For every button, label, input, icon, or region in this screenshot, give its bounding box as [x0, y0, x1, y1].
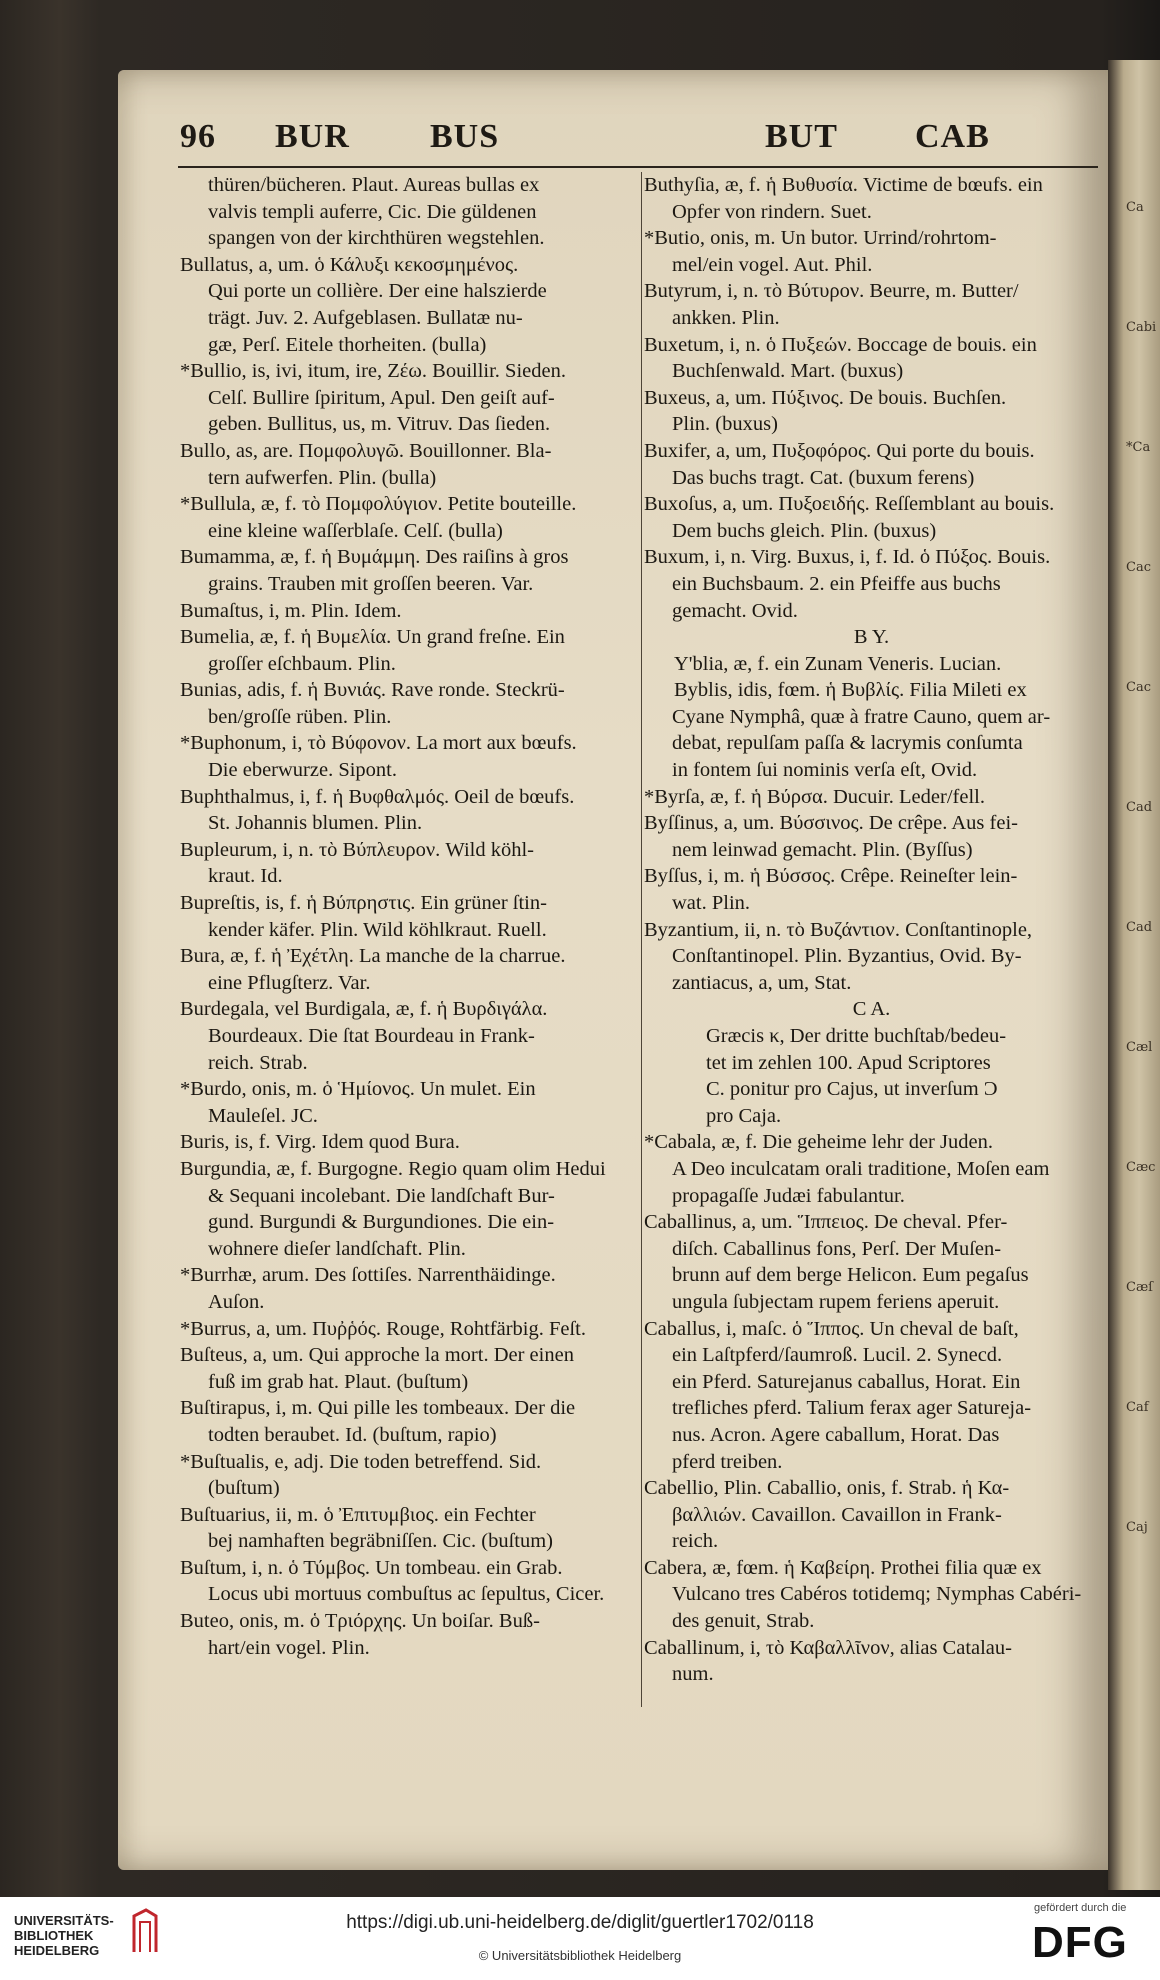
- dictionary-line: in fontem ſui nominis verſa eſt, Ovid.: [672, 759, 978, 782]
- facing-page-fragment: Caj: [1126, 1520, 1148, 1535]
- dictionary-line: Bunias, adis, f. ἡ Βυνιάς. Rave ronde. Steckrü-: [180, 679, 565, 702]
- dictionary-line: *Cabala, æ, f. Die geheime lehr der Juden.: [644, 1131, 993, 1154]
- head-right-1: BUT: [765, 118, 838, 155]
- facing-page-fragment: Cac: [1126, 680, 1151, 695]
- facing-page-fragment: Ca: [1126, 200, 1144, 215]
- dictionary-line: spangen von der kirchthüren wegstehlen.: [208, 227, 545, 250]
- dictionary-line: Buteo, onis, m. ὁ Τριόρχης. Un boiſar. Buß-: [180, 1610, 540, 1633]
- dictionary-line: Celſ. Bullire ſpiritum, Apul. Den geiſt auf-: [208, 386, 555, 409]
- dictionary-line: ein Pferd. Saturejanus caballus, Horat. Ein: [672, 1370, 1021, 1393]
- logo-line: UNIVERSITÄTS-: [14, 1913, 114, 1928]
- dictionary-line: Buſtirapus, i, m. Qui pille les tombeaux. Der die: [180, 1397, 576, 1420]
- dictionary-line: tern aufwerfen. Plin. (bulla): [208, 466, 437, 489]
- entries-ca: [644, 1129, 1099, 1687]
- dictionary-line: kender käfer. Plin. Wild köhlkraut. Ruell.: [208, 918, 547, 941]
- dictionary-line: (buſtum): [208, 1477, 280, 1500]
- dictionary-line: *Burdo, onis, m. ὁ Ἡμίονος. Un mulet. Ein: [180, 1078, 536, 1101]
- running-head: [180, 118, 990, 162]
- head-left-1: BUR: [275, 118, 350, 155]
- dictionary-line: Byſſinus, a, um. Βύσσινος. De crêpe. Aus fei-: [644, 812, 1018, 835]
- head-right-2: CAB: [915, 118, 990, 155]
- dictionary-line: Burdegala, vel Burdigala, æ, f. ἡ Βυρδιγάλα.: [180, 998, 548, 1021]
- dictionary-line: Vulcano tres Cabéros totidemq; Nymphas Cabéri-: [672, 1583, 1082, 1606]
- dictionary-line: Buris, is, f. Virg. Idem quod Bura.: [180, 1131, 460, 1154]
- dictionary-line: Bullatus, a, um. ὁ Κάλυξι κεκοσμημένος.: [180, 253, 519, 276]
- dictionary-line: Die eberwurze. Sipont.: [208, 759, 397, 782]
- facing-page-fragment: Cabi: [1126, 320, 1157, 335]
- dictionary-line: Cabellio, Plin. Caballio, onis, f. Strab. ἡ Κα-: [644, 1477, 1010, 1500]
- viewer-footer: [0, 1897, 1160, 1980]
- dictionary-line: ein Buchsbaum. 2. ein Pfeiffe aus buchs: [672, 572, 1001, 595]
- logo-line: HEIDELBERG: [14, 1943, 100, 1958]
- dictionary-line: Buxum, i, n. Virg. Buxus, i, f. Id. ὁ Πύξος. Bouis.: [644, 546, 1051, 569]
- dictionary-line: brunn auf dem berge Helicon. Eum pegaſus: [672, 1264, 1029, 1287]
- facing-page-fragment: Caf: [1126, 1400, 1149, 1415]
- dictionary-line: Bumamma, æ, f. ἡ Βυμάμμη. Des raiſins à gros: [180, 546, 569, 569]
- dictionary-line: valvis templi auferre, Cic. Die güldenen: [208, 200, 537, 223]
- dictionary-line: fuß im grab hat. Plaut. (buſtum): [208, 1370, 469, 1393]
- dictionary-line: reich.: [672, 1530, 719, 1553]
- dictionary-line: Cabera, æ, fœm. ἡ Καβείρη. Prothei filia quæ ex: [644, 1556, 1042, 1579]
- dictionary-line: A Deo inculcatam orali traditione, Moſen eam: [672, 1157, 1050, 1180]
- dictionary-line: todten beraubet. Id. (buſtum, rapio): [208, 1423, 497, 1446]
- section-heading-ca: C A.: [852, 998, 891, 1021]
- dictionary-line: ein Laſtpferd/ſaumroß. Lucil. 2. Synecd.: [672, 1344, 1003, 1367]
- dictionary-line: *Buphonum, i, τὸ Βύφονον. La mort aux bœufs.: [180, 732, 577, 755]
- dictionary-line: grains. Trauben mit groſſen beeren. Var.: [208, 572, 534, 595]
- facing-page-fragment: Cæſ: [1126, 1280, 1153, 1295]
- dictionary-line: reich. Strab.: [208, 1051, 308, 1074]
- dictionary-line: Cyane Nymphâ, quæ à fratre Cauno, quem ar-: [672, 705, 1051, 728]
- dictionary-line: Buxeus, a, um. Πύξινος. De bouis. Buchſen.: [644, 386, 1007, 409]
- dictionary-line: *Buſtualis, e, adj. Die toden betreffend. Sid.: [180, 1450, 542, 1473]
- entries-by: [644, 651, 1099, 997]
- facing-page-fragment: Cad: [1126, 920, 1153, 935]
- dictionary-line: Qui porte un collière. Der eine halszierde: [208, 280, 547, 303]
- dictionary-line: Caballinum, i, τὸ Καβαλλῖνον, alias Catalau-: [644, 1636, 1012, 1659]
- dictionary-line: Bumaſtus, i, m. Plin. Idem.: [180, 599, 402, 622]
- dictionary-line: Bura, æ, f. ἡ Ἐχέτλη. La manche de la charrue.: [180, 945, 566, 968]
- dictionary-line: Buxetum, i, n. ὁ Πυξεών. Boccage de bouis. ein: [644, 333, 1037, 356]
- dictionary-line: trägt. Juv. 2. Aufgeblasen. Bullatæ nu-: [208, 306, 523, 329]
- head-left-2: BUS: [430, 118, 500, 155]
- dictionary-line: trefliches pferd. Talium ferax ager Satureja-: [672, 1397, 1032, 1420]
- facing-page-fragment: Cad: [1126, 800, 1153, 815]
- dictionary-line: Caballinus, a, um. Ἵππειος. De cheval. Pfer-: [644, 1211, 1008, 1234]
- dictionary-line: gund. Burgundi & Burgundiones. Die ein-: [208, 1211, 555, 1234]
- dictionary-line: Auſon.: [208, 1290, 265, 1313]
- permalink-url[interactable]: https://digi.ub.uni-heidelberg.de/diglit/guertler1702/0118: [346, 1912, 814, 1933]
- page-number: 96: [180, 118, 216, 155]
- dictionary-line: Conſtantinopel. Plin. Byzantius, Ovid. By-: [672, 945, 1022, 968]
- dictionary-line: wat. Plin.: [672, 892, 751, 915]
- dictionary-line: Buſtum, i, n. ὁ Τύμβος. Un tombeau. ein Grab.: [180, 1556, 563, 1579]
- entries-bu: [644, 172, 1099, 624]
- dictionary-line: Byzantium, ii, n. τὸ Βυζάντιον. Conſtantinople,: [644, 918, 1033, 941]
- dictionary-line: eine Pflugſterz. Var.: [208, 971, 371, 994]
- dictionary-line: mel/ein vogel. Aut. Phil.: [672, 253, 873, 276]
- dictionary-line: pro Caja.: [706, 1104, 782, 1127]
- facing-page-fragment: Cæc: [1126, 1160, 1156, 1175]
- dictionary-line: C. ponitur pro Cajus, ut inverſum Ͻ: [706, 1078, 998, 1101]
- dictionary-line: Bourdeaux. Die ſtat Bourdeau in Frank-: [208, 1025, 535, 1047]
- dictionary-line: Buſteus, a, um. Qui approche la mort. Der einen: [180, 1344, 574, 1367]
- dictionary-line: nem leinwad gemacht. Plin. (Byſſus): [672, 838, 973, 861]
- dictionary-line: Butyrum, i, n. τὸ Βύτυρον. Beurre, m. Butter/: [644, 280, 1019, 303]
- facing-page-fragment: *Ca: [1126, 440, 1151, 455]
- dictionary-line: Buxifer, a, um, Πυξοφόρος. Qui porte du bouis.: [644, 439, 1035, 462]
- dictionary-line: Plin. (buxus): [672, 413, 778, 436]
- dictionary-line: Y'blia, æ, f. ein Zunam Veneris. Lucian.: [674, 652, 1002, 675]
- dictionary-line: *Byrſa, æ, f. ἡ Βύρσα. Ducuir. Leder/fell.: [644, 785, 985, 808]
- dictionary-line: *Bullio, is, ivi, itum, ire, Ζέω. Bouillir. Sieden.: [180, 360, 566, 383]
- dictionary-line: diſch. Caballinus fons, Perſ. Der Muſen-: [672, 1237, 1002, 1260]
- dictionary-line: des genuit, Strab.: [672, 1610, 815, 1633]
- dictionary-line: Græcis κ, Der dritte buchſtab/bedeu-: [706, 1025, 1007, 1047]
- dictionary-line: kraut. Id.: [208, 865, 283, 888]
- dictionary-line: Buſtuarius, ii, m. ὁ Ἐπιτυμβιος. ein Fechter: [180, 1503, 536, 1526]
- dictionary-line: gæ, Perſ. Eitele thorheiten. (bulla): [208, 333, 487, 356]
- dictionary-line: ankken. Plin.: [672, 306, 780, 329]
- facing-page-fragment: Cac: [1126, 560, 1151, 575]
- dfg-logo[interactable]: DFG: [1032, 1918, 1128, 1967]
- logo-line: BIBLIOTHEK: [14, 1928, 94, 1943]
- facing-page-fragment: Cæl: [1126, 1040, 1153, 1055]
- dictionary-line: Buchſenwald. Mart. (buxus): [672, 360, 904, 383]
- dictionary-line: βαλλιών. Cavaillon. Cavaillon in Frank-: [672, 1503, 1002, 1526]
- dictionary-line: pferd treiben.: [672, 1450, 783, 1473]
- column-divider: [641, 172, 642, 1707]
- dictionary-line: bej namhaften begräbniſſen. Cic. (buſtum): [208, 1530, 553, 1553]
- dictionary-line: Buphthalmus, i, f. ἡ Βυφθαλμός. Oeil de bœufs.: [180, 785, 575, 808]
- dictionary-line: Opfer von rindern. Suet.: [672, 200, 872, 223]
- dictionary-line: Caballus, i, maſc. ὁ Ἵππος. Un cheval de baſt,: [644, 1317, 1019, 1340]
- dictionary-line: Dem buchs gleich. Plin. (buxus): [672, 519, 937, 542]
- dictionary-line: Byſſus, i, m. ἡ Βύσσος. Crêpe. Reineſter lein-: [644, 865, 1018, 888]
- dictionary-line: Bupleurum, i, n. τὸ Βύπλευρον. Wild köhl-: [180, 838, 534, 861]
- left-column: [180, 172, 625, 1661]
- dictionary-line: *Butio, onis, m. Un butor. Urrind/rohrtom-: [644, 227, 997, 250]
- dictionary-line: Bumelia, æ, f. ἡ Βυμελία. Un grand freſne. Ein: [180, 626, 565, 649]
- dictionary-line: num.: [672, 1663, 714, 1686]
- dictionary-line: *Burrhæ, arum. Des ſottiſes. Narrenthäidinge.: [180, 1264, 556, 1287]
- dictionary-line: Locus ubi mortuus combuſtus ac ſepultus, Cicer.: [208, 1583, 605, 1606]
- dictionary-line: Mauleſel. JC.: [208, 1104, 318, 1127]
- dictionary-line: gemacht. Ovid.: [672, 599, 798, 622]
- dictionary-line: zantiacus, a, um, Stat.: [672, 971, 852, 994]
- dictionary-line: *Burrus, a, um. Πυῤῥός. Rouge, Rohtfärbig. Feſt.: [180, 1317, 586, 1340]
- dictionary-line: Buxoſus, a, um. Πυξοειδής. Reſſemblant au bouis.: [644, 493, 1055, 516]
- dictionary-line: Bupreſtis, is, f. ἡ Βύπρηστις. Ein grüner ſtin-: [180, 892, 547, 915]
- copyright-notice: © Universitätsbibliothek Heidelberg: [478, 1948, 682, 1963]
- dictionary-line: hart/ein vogel. Plin.: [208, 1636, 370, 1659]
- right-column: [644, 172, 1099, 1688]
- dictionary-line: eine kleine waſſerblaſe. Celſ. (bulla): [208, 519, 503, 542]
- dictionary-line: ben/groſſe rüben. Plin.: [208, 705, 392, 728]
- dictionary-line: groſſer eſchbaum. Plin.: [208, 652, 396, 675]
- dictionary-line: tet im zehlen 100. Apud Scriptores: [706, 1051, 991, 1074]
- dictionary-line: Bullo, as, are. Πομφολυγῶ. Bouillonner. Bla-: [180, 439, 552, 462]
- dictionary-line: Buthyſia, æ, f. ἡ Βυθυσία. Victime de bœufs. ein: [644, 174, 1043, 196]
- dictionary-line: *Bullula, æ, f. τὸ Πομφολύγιον. Petite bouteille.: [180, 493, 577, 516]
- dictionary-line: ungula ſubjectam rupem feriens aperuit.: [672, 1290, 1000, 1313]
- dictionary-line: Das buchs tragt. Cat. (buxum ferens): [672, 466, 975, 489]
- dictionary-line: Byblis, idis, fœm. ἡ Βυβλίς. Filia Mileti ex: [674, 679, 1027, 702]
- dictionary-line: Burgundia, æ, f. Burgogne. Regio quam olim Hedui: [180, 1157, 606, 1180]
- entries-ca-dropcap: [644, 1023, 1099, 1129]
- section-heading-by: B Y.: [853, 626, 890, 649]
- dictionary-line: geben. Bullitus, us, m. Vitruv. Das ſieden.: [208, 413, 551, 436]
- head-rule: [178, 166, 1098, 168]
- dictionary-line: propagaſſe Judæi fabulantur.: [672, 1184, 905, 1207]
- dictionary-line: & Sequani incolebant. Die landſchaft Bur-: [208, 1184, 555, 1207]
- dictionary-line: St. Johannis blumen. Plin.: [208, 812, 423, 835]
- dictionary-line: wohnere dieſer landſchaft. Plin.: [208, 1237, 466, 1260]
- dictionary-line: debat, repulſam paſſa & lacrymis conſumta: [672, 732, 1023, 755]
- dictionary-line: nus. Acron. Agere caballum, Horat. Das: [672, 1423, 1000, 1446]
- funder-caption: gefördert durch die: [1034, 1902, 1127, 1914]
- dictionary-line: thüren/bücheren. Plaut. Aureas bullas ex: [208, 174, 540, 196]
